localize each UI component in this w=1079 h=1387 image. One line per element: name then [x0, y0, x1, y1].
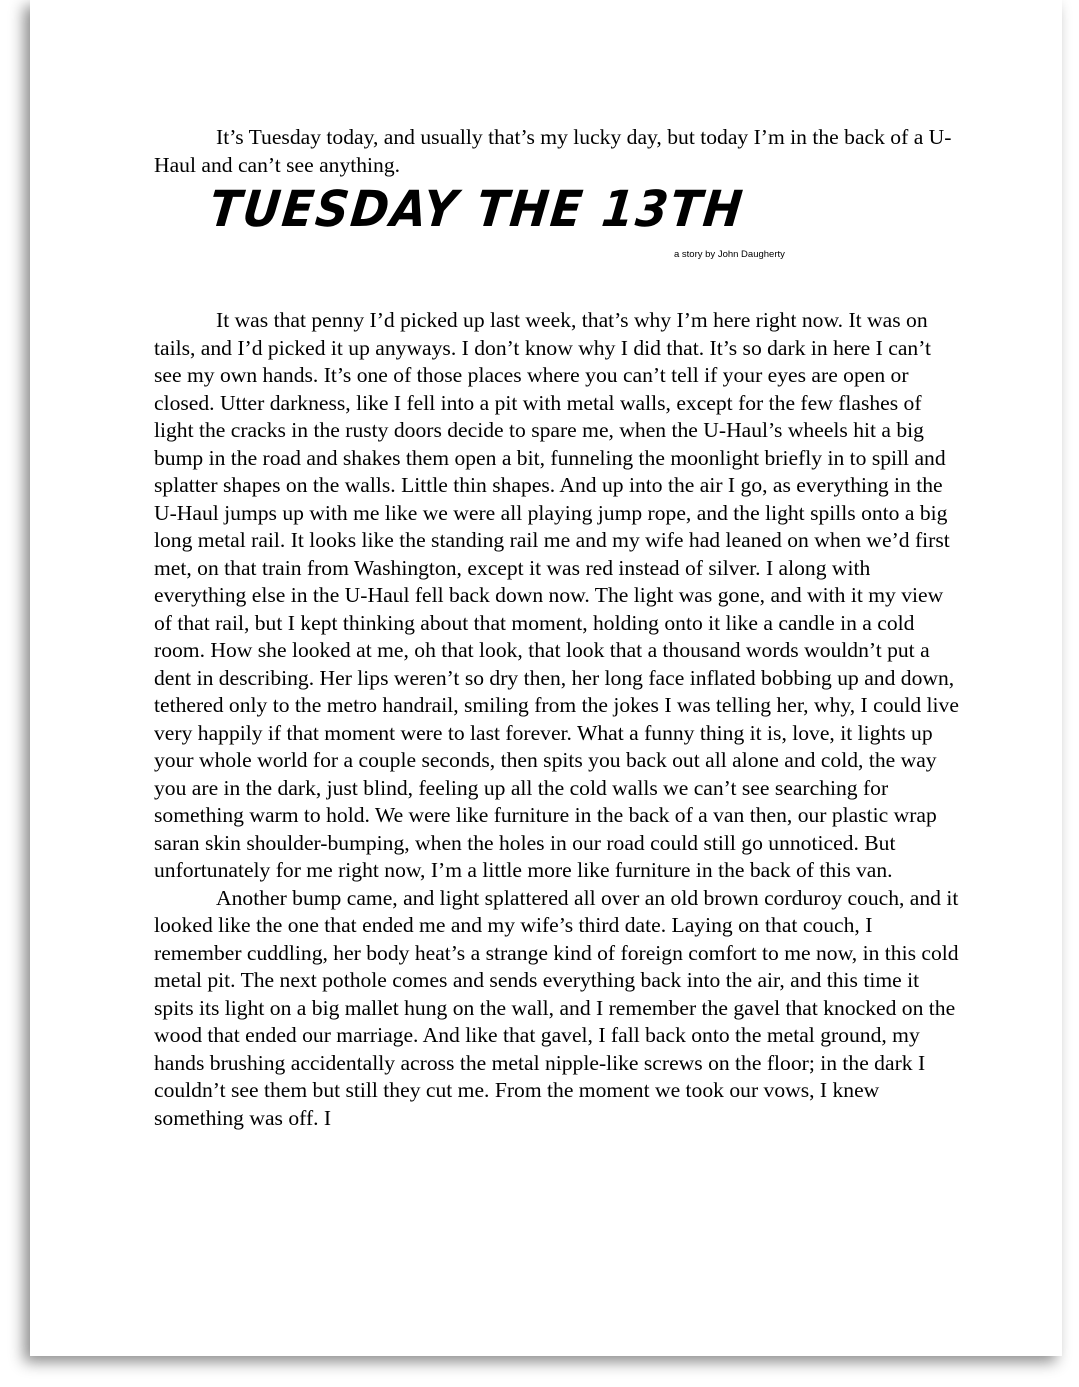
story-byline: a story by John Daugherty — [674, 249, 785, 260]
title-block — [154, 179, 960, 307]
opening-paragraph: It’s Tuesday today, and usually that’s my lucky day, but today I’m in the back of a U-Haul and can’t see anything. — [154, 125, 952, 177]
page-content — [154, 124, 960, 1132]
body-paragraph-2: Another bump came, and light splattered all over an old brown corduroy couch, and it looked like the one that ended me and my wife’s third date. Laying on that couch, I remember cuddling, her body heat’s a strange kind of foreign comfort to me now, in this cold metal pit. The next pothole comes and sends everything back into the air, and this time it spits its light on a big mallet hung on the wall, and I remember the gavel that knocked on the wood that ended our marriage. And like that gavel, I fall back onto the metal ground, my hands brushing accidentally across the metal nipple-like screws on the floor; in the dark I couldn’t see them but still they cut me. From the moment we took our vows, I knew something was off. I — [154, 885, 959, 1130]
story-title: TUESDAY THE 13TH — [206, 179, 748, 238]
document-page — [30, 0, 1062, 1356]
body-paragraph-1: It was that penny I’d picked up last week, that’s why I’m here right now. It was on tails, and I’d picked it up anyways. I don’t know why I did that. It’s so dark in here I can’t see my own hands. It’s one of those places where you can’t tell if your eyes are open or closed. Utter darkness, like I fell into a pit with metal walls, except for the few flashes of light the cracks in the rusty doors decide to spare me, when the U-Haul’s wheels hit a big bump in the road and shakes them open a bit, funneling the moonlight briefly in to spill and splatter shapes on the walls. Little thin shapes. And up into the air I go, as everything in the U-Haul jumps up with me like we were all playing jump rope, and the light spills onto a big long metal rail. It looks like the standing rail me and my wife had leaned on when we’d first met, on that train from Washington, except it was red instead of silver. I along with everything else in the U-Haul fell back down now. The light was gone, and with it my view of that rail, but I kept thinking about that moment, holding onto it like a candle in a cold room. How she looked at me, oh that look, that look that a thousand words wouldn’t put a dent in describing. Her lips weren’t so dry then, her long face inflated bobbing up and down, tethered only to the metro handrail, smiling from the jokes I was telling her, why, I could live very happily if that moment were to last forever. What a funny thing it is, love, it lights up your whole world for a couple seconds, then spits you back out all alone and cold, the way you are in the dark, just blind, feeling up all the cold walls we can’t see searching for something warm to hold. We were like furniture in the back of a van then, our plastic wrap saran skin shoulder-bumping, when the holes in our road could still go unnoticed. But unfortunately for me right now, I’m a little more like furniture in the back of this van. — [154, 308, 959, 882]
